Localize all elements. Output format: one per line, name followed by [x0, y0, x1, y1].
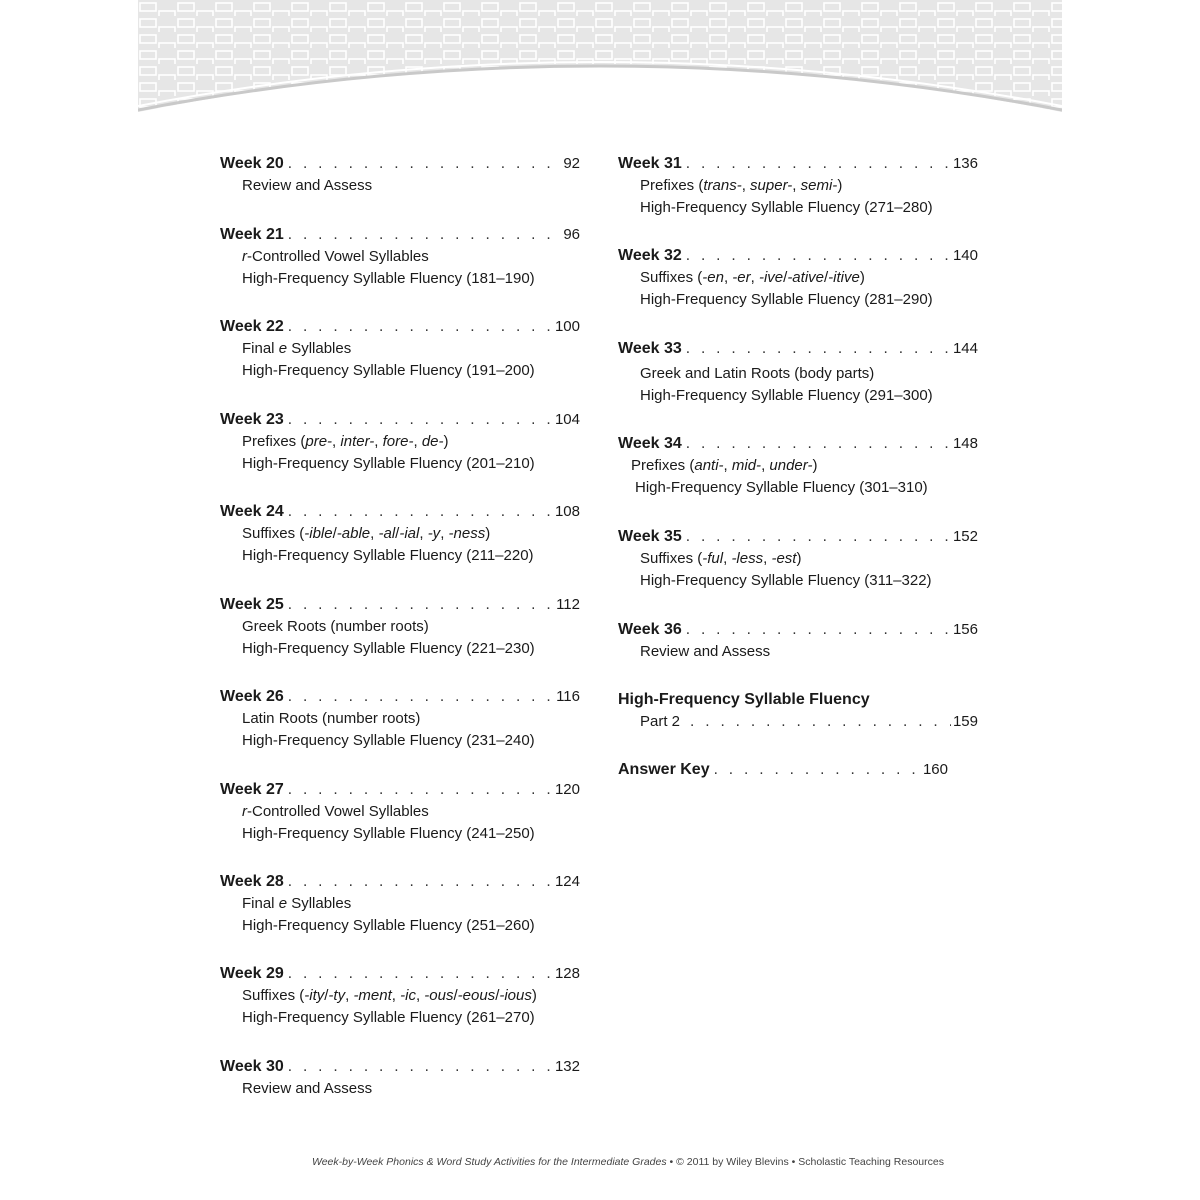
entry-topic: Final e Syllables [242, 895, 352, 912]
entry-topic: Greek and Latin Roots (body parts) [640, 365, 875, 382]
entry-topic: r-Controlled Vowel Syllables [242, 248, 429, 265]
entry-fluency: High-Frequency Syllable Fluency (231–240) [242, 732, 535, 749]
page-number: 136 [952, 155, 978, 172]
entry-topic: Suffixes (-ity/-ty, -ment, -ic, -ous/-eous/-ious) [242, 987, 537, 1004]
entry-fluency: High-Frequency Syllable Fluency (291–300) [640, 387, 933, 404]
toc-entry-answer-key[interactable] [618, 759, 978, 781]
dot-leader [288, 316, 553, 338]
entry-fluency: High-Frequency Syllable Fluency (251–260) [242, 917, 535, 934]
toc-entry-week-22[interactable] [220, 316, 580, 382]
week-label: Week 36 [618, 621, 682, 638]
entry-topic: Prefixes (trans-, super-, semi-) [640, 177, 843, 194]
page-number: 96 [563, 226, 580, 243]
toc-entry-week-21[interactable] [220, 224, 580, 290]
entry-fluency: High-Frequency Syllable Fluency (201–210) [242, 455, 535, 472]
footer-copyright: © 2011 by Wiley Blevins [676, 1156, 789, 1168]
page-number: 128 [554, 965, 580, 982]
dot-leader [288, 779, 553, 801]
entry-fluency: High-Frequency Syllable Fluency (281–290) [640, 291, 933, 308]
dot-leader [288, 1056, 553, 1078]
dot-leader [686, 338, 951, 360]
page-number: 152 [952, 528, 978, 545]
toc-entry-week-25[interactable] [220, 594, 580, 660]
week-label: Week 32 [618, 247, 682, 264]
dot-leader [288, 409, 553, 431]
entry-fluency: High-Frequency Syllable Fluency (301–310) [635, 479, 928, 496]
entry-topic: Final e Syllables [242, 340, 352, 357]
dot-leader [288, 153, 562, 175]
page-number: 132 [554, 1058, 580, 1075]
page-number: 156 [952, 621, 978, 638]
entry-topic: Suffixes (-ible/-able, -al/-ial, -y, -ness) [242, 525, 491, 542]
entry-topic: Latin Roots (number roots) [242, 710, 421, 727]
entry-topic: r-Controlled Vowel Syllables [242, 803, 429, 820]
footer-separator: • [666, 1156, 677, 1168]
dot-leader [686, 433, 951, 455]
entry-topic: Suffixes (-ful, -less, -est) [640, 550, 802, 567]
week-label: Week 33 [618, 340, 682, 357]
dot-leader [288, 686, 554, 708]
entry-topic: Suffixes (-en, -er, -ive/-ative/-itive) [640, 269, 865, 286]
entry-topic: Prefixes (pre-, inter-, fore-, de-) [242, 433, 449, 450]
page-number: 140 [952, 247, 978, 264]
toc-entry-week-28[interactable] [220, 871, 580, 937]
dot-leader [690, 711, 951, 733]
answer-key-label: Answer Key [618, 761, 710, 778]
dot-leader [288, 871, 553, 893]
page-number: 116 [556, 688, 580, 705]
toc-entry-week-29[interactable] [220, 963, 580, 1029]
week-label: Week 25 [220, 596, 284, 613]
dot-leader [288, 963, 553, 985]
footer-book-title: Week-by-Week Phonics & Word Study Activities for the Intermediate Grades [312, 1156, 667, 1168]
footer-publisher: Scholastic Teaching Resources [798, 1156, 944, 1168]
footer-separator: • [788, 1156, 799, 1168]
toc-entry-week-27[interactable] [220, 779, 580, 845]
week-label: Week 26 [220, 688, 284, 705]
dot-leader [686, 619, 951, 641]
toc-entry-week-23[interactable] [220, 409, 580, 475]
toc-entry-hf-part2[interactable] [618, 689, 978, 733]
page-number: 159 [952, 713, 978, 730]
toc-entry-week-24[interactable] [220, 501, 580, 567]
page-footer [312, 1156, 952, 1168]
entry-fluency: High-Frequency Syllable Fluency (181–190) [242, 270, 535, 287]
week-label: Week 21 [220, 226, 284, 243]
toc-entry-week-31[interactable] [618, 153, 978, 219]
entry-topic: Greek Roots (number roots) [242, 618, 429, 635]
week-label: Week 34 [618, 435, 682, 452]
week-label: Week 29 [220, 965, 284, 982]
week-label: Week 35 [618, 528, 682, 545]
dot-leader [714, 759, 921, 781]
page-number: 112 [556, 596, 580, 613]
page-number: 144 [952, 340, 978, 357]
week-label: Week 20 [220, 155, 284, 172]
entry-topic: Review and Assess [242, 1080, 373, 1097]
entry-fluency: High-Frequency Syllable Fluency (311–322) [640, 572, 932, 589]
dot-leader [686, 245, 951, 267]
dot-leader [686, 526, 951, 548]
toc-entry-week-33[interactable] [618, 338, 978, 407]
page-number: 100 [554, 318, 580, 335]
toc-entry-week-36[interactable] [618, 619, 978, 663]
week-label: Week 23 [220, 411, 284, 428]
entry-topic: Review and Assess [640, 643, 771, 660]
week-label: Week 28 [220, 873, 284, 890]
hf-part-label: Part 2 [640, 713, 681, 730]
page-number: 148 [952, 435, 978, 452]
dot-leader [288, 224, 562, 246]
toc-entry-week-30[interactable] [220, 1056, 580, 1100]
entry-fluency: High-Frequency Syllable Fluency (191–200) [242, 362, 535, 379]
entry-fluency: High-Frequency Syllable Fluency (211–220) [242, 547, 534, 564]
week-label: Week 27 [220, 781, 284, 798]
entry-topic: Prefixes (anti-, mid-, under-) [631, 457, 818, 474]
entry-fluency: High-Frequency Syllable Fluency (261–270) [242, 1009, 535, 1026]
dot-leader [288, 594, 554, 616]
page-number: 92 [563, 155, 580, 172]
toc-entry-week-20[interactable] [220, 153, 580, 197]
page-number: 108 [554, 503, 580, 520]
page-number: 160 [922, 761, 948, 778]
hf-fluency-title: High-Frequency Syllable Fluency [618, 691, 870, 708]
week-label: Week 30 [220, 1058, 284, 1075]
toc-entry-week-35[interactable] [618, 526, 978, 592]
page-number: 104 [554, 411, 580, 428]
dot-leader [686, 153, 951, 175]
header-pattern-band [138, 0, 1062, 112]
decorative-header-pattern [138, 0, 1062, 112]
toc-entry-week-34[interactable] [618, 433, 978, 499]
page-number: 124 [554, 873, 580, 890]
entry-topic: Review and Assess [242, 177, 373, 194]
entry-fluency: High-Frequency Syllable Fluency (241–250) [242, 825, 535, 842]
toc-entry-week-26[interactable] [220, 686, 580, 752]
week-label: Week 31 [618, 155, 682, 172]
entry-fluency: High-Frequency Syllable Fluency (221–230) [242, 640, 535, 657]
entry-fluency: High-Frequency Syllable Fluency (271–280) [640, 199, 933, 216]
dot-leader [288, 501, 553, 523]
page-number: 120 [554, 781, 580, 798]
week-label: Week 24 [220, 503, 284, 520]
toc-entry-week-32[interactable] [618, 245, 978, 311]
week-label: Week 22 [220, 318, 284, 335]
